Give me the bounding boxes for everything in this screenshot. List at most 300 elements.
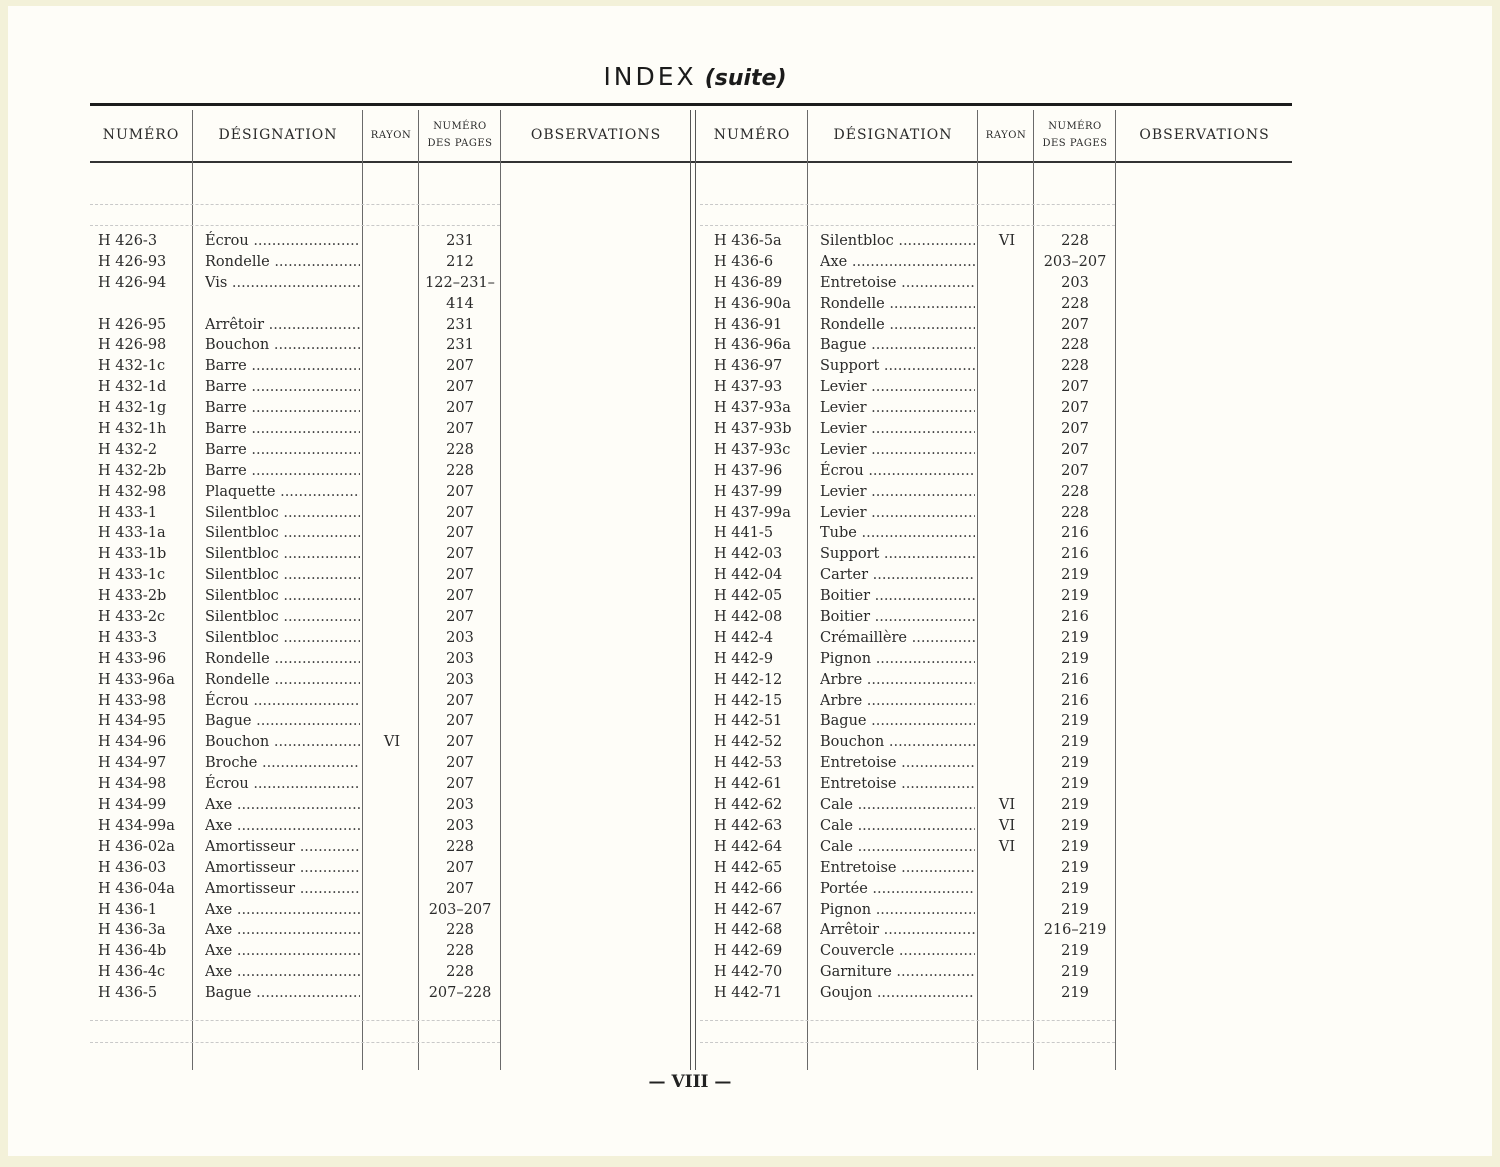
right-ray-cell: VI <box>998 797 1016 814</box>
right-des-cell: Rondelle ..... <box>820 294 975 315</box>
left-pg-cell: 207 <box>446 421 474 438</box>
right-pg-cell: 219 <box>1061 838 1089 855</box>
left-des-cell: Arrêtoir ..... <box>205 315 360 336</box>
right-num-cell: H 437-93a <box>714 400 791 417</box>
left-pg-cell: 207 <box>446 400 474 417</box>
left-num-cell: H 434-98 <box>98 776 167 793</box>
right-des-cell: Silentbloc ..... <box>820 231 975 252</box>
left-ray-cell <box>364 900 420 921</box>
right-ray-cell <box>979 377 1035 398</box>
left-ray-cell <box>364 753 420 774</box>
right-num-cell: H 442-08 <box>714 609 783 626</box>
left-pg-cell: 231 <box>446 316 474 333</box>
right-designation-column <box>820 231 975 1004</box>
right-ray-cell <box>979 586 1035 607</box>
right-ray-cell <box>979 544 1035 565</box>
left-ray-cell <box>364 983 420 1004</box>
left-ray-cell <box>364 461 420 482</box>
right-num-cell: H 441-5 <box>714 525 774 542</box>
left-des-cell: Écrou ..... <box>205 774 360 795</box>
left-ray-cell <box>364 837 420 858</box>
right-des-cell: Levier ..... <box>820 398 975 419</box>
left-ray-cell <box>364 649 420 670</box>
left-des-cell: Silentbloc ..... <box>205 586 360 607</box>
right-num-cell: H 442-51 <box>714 713 783 730</box>
right-pg-cell: 219 <box>1061 734 1089 751</box>
left-ray-cell <box>364 440 420 461</box>
right-des-cell: Levier ..... <box>820 503 975 524</box>
header-observations-right: OBSERVATIONS <box>1139 127 1270 143</box>
left-des-cell: Silentbloc ..... <box>205 565 360 586</box>
right-pg-cell: 207 <box>1061 379 1089 396</box>
right-des-cell: Entretoise ..... <box>820 774 975 795</box>
right-ray-cell <box>979 461 1035 482</box>
left-ray-cell <box>364 398 420 419</box>
right-pg-cell: 228 <box>1061 358 1089 375</box>
right-num-cell: H 442-61 <box>714 776 783 793</box>
right-ray-cell <box>979 356 1035 377</box>
header-designation-right: DÉSIGNATION <box>833 127 953 143</box>
right-numero-column <box>714 231 814 1004</box>
right-num-cell: H 436-97 <box>714 358 783 375</box>
left-ray-cell <box>364 879 420 900</box>
left-des-cell: Barre ..... <box>205 440 360 461</box>
right-ray-cell <box>979 419 1035 440</box>
left-num-cell: H 433-98 <box>98 692 167 709</box>
right-rayon-column <box>979 231 1035 1004</box>
left-num-cell: H 434-95 <box>98 713 167 730</box>
left-num-cell: H 433-96a <box>98 671 175 688</box>
right-pg-cell: 228 <box>1061 295 1089 312</box>
guide-line <box>700 225 1115 227</box>
left-num-cell: H 436-5 <box>98 985 158 1002</box>
left-num-cell: H 426-3 <box>98 233 158 249</box>
left-pg-cell: 207–228 <box>428 985 492 1002</box>
right-num-cell: H 442-53 <box>714 755 783 772</box>
right-des-cell: Goujon ..... <box>820 983 975 1004</box>
page-number: — VIII — <box>648 1072 732 1092</box>
right-des-cell: Levier ..... <box>820 440 975 461</box>
right-pg-cell: 219 <box>1061 943 1089 960</box>
left-num-cell: H 432-2 <box>98 441 158 458</box>
left-pg-cell: 207 <box>446 859 474 876</box>
guide-line <box>90 204 500 206</box>
left-pg-cell: 207 <box>446 525 474 542</box>
right-num-cell: H 442-05 <box>714 588 783 605</box>
right-num-cell: H 442-04 <box>714 567 783 584</box>
left-pg-cell: 207 <box>446 713 474 730</box>
right-pg-cell: 219 <box>1061 901 1089 918</box>
right-des-cell: Levier ..... <box>820 419 975 440</box>
right-des-cell: Bouchon ..... <box>820 732 975 753</box>
left-num-cell: H 434-96 <box>98 734 167 751</box>
left-ray-cell <box>364 523 420 544</box>
right-des-cell: Cale ..... <box>820 816 975 837</box>
left-num-cell: H 436-4c <box>98 964 166 981</box>
left-ray-cell <box>364 315 420 336</box>
left-ray-cell <box>364 419 420 440</box>
left-num-cell: H 433-96 <box>98 650 167 667</box>
right-num-cell: H 436-96a <box>714 337 791 354</box>
right-pg-cell: 216 <box>1061 609 1089 626</box>
left-des-cell: Silentbloc ..... <box>205 628 360 649</box>
left-num-cell: H 432-1g <box>98 400 167 417</box>
guide-line <box>90 225 500 227</box>
right-ray-cell <box>979 315 1035 336</box>
left-num-cell: H 434-99 <box>98 797 167 814</box>
left-num-cell: H 433-2b <box>98 588 167 605</box>
right-ray-cell <box>979 983 1035 1004</box>
right-num-cell: H 442-70 <box>714 964 783 981</box>
left-ray-cell: VI <box>383 734 401 751</box>
right-ray-cell <box>979 482 1035 503</box>
left-ray-cell <box>364 482 420 503</box>
guide-line <box>700 1042 1115 1044</box>
left-ray-cell <box>364 691 420 712</box>
right-num-cell: H 442-63 <box>714 817 783 834</box>
right-ray-cell <box>979 941 1035 962</box>
left-pg-cell: 203 <box>446 650 474 667</box>
right-ray-cell <box>979 252 1035 273</box>
right-ray-cell <box>979 753 1035 774</box>
right-num-cell: H 437-99 <box>714 483 783 500</box>
left-pg-cell: 203 <box>446 817 474 834</box>
left-num-cell: H 433-1a <box>98 525 166 542</box>
right-pg-cell: 228 <box>1061 337 1089 354</box>
left-des-cell: Amortisseur ..... <box>205 879 360 900</box>
right-des-cell: Boitier ..... <box>820 586 975 607</box>
right-pg-cell: 219 <box>1061 964 1089 981</box>
left-des-cell: Silentbloc ..... <box>205 523 360 544</box>
right-ray-cell <box>979 711 1035 732</box>
left-pg-cell: 228 <box>446 964 474 981</box>
left-rayon-column <box>364 231 420 1004</box>
right-num-cell: H 436-6 <box>714 253 774 270</box>
right-des-cell: Cale ..... <box>820 795 975 816</box>
header-top-rule <box>90 103 1292 106</box>
right-ray-cell <box>979 273 1035 294</box>
right-des-cell: Garniture ..... <box>820 962 975 983</box>
left-ray-cell <box>364 795 420 816</box>
right-ray-cell <box>979 398 1035 419</box>
left-pg-cell: 122–231– <box>425 274 495 291</box>
right-des-cell: Levier ..... <box>820 482 975 503</box>
right-pg-cell: 219 <box>1061 776 1089 793</box>
left-num-cell: H 433-2c <box>98 609 166 626</box>
right-pg-cell: 219 <box>1061 629 1089 646</box>
left-des-cell: Amortisseur ..... <box>205 858 360 879</box>
left-des-cell: Bague ..... <box>205 711 360 732</box>
right-ray-cell <box>979 879 1035 900</box>
right-pg-cell: 228 <box>1061 483 1089 500</box>
right-pg-cell: 219 <box>1061 588 1089 605</box>
right-num-cell: H 436-89 <box>714 274 783 291</box>
left-num-cell: H 433-1 <box>98 504 158 521</box>
left-designation-column <box>205 231 360 1004</box>
right-num-cell: H 442-71 <box>714 985 783 1002</box>
left-des-cell: Bouchon ..... <box>205 335 360 356</box>
left-num-cell: H 436-03 <box>98 859 167 876</box>
left-ray-cell <box>364 294 420 315</box>
left-pg-cell: 207 <box>446 379 474 396</box>
left-ray-cell <box>364 941 420 962</box>
right-des-cell: Entretoise ..... <box>820 858 975 879</box>
header-numero-right: NUMÉRO <box>713 127 791 143</box>
guide-line <box>90 1020 500 1022</box>
left-des-cell: Rondelle ..... <box>205 649 360 670</box>
left-des-cell: Axe ..... <box>205 816 360 837</box>
left-ray-cell <box>364 231 420 252</box>
right-pg-cell: 219 <box>1061 985 1089 1002</box>
left-des-cell: Barre ..... <box>205 461 360 482</box>
left-ray-cell <box>364 920 420 941</box>
center-double-divider <box>690 110 696 1070</box>
left-num-cell: H 436-04a <box>98 880 175 897</box>
left-num-cell <box>98 294 198 315</box>
right-ray-cell <box>979 920 1035 941</box>
right-ray-cell: VI <box>998 817 1016 834</box>
right-pg-cell: 219 <box>1061 797 1089 814</box>
header-rayon-left: RAYON <box>370 129 412 141</box>
right-num-cell: H 442-03 <box>714 546 783 563</box>
left-num-cell: H 426-98 <box>98 337 167 354</box>
guide-line <box>90 1042 500 1044</box>
right-pg-cell: 228 <box>1061 504 1089 521</box>
title-sub: (suite) <box>704 66 787 91</box>
left-num-cell: H 433-1b <box>98 546 167 563</box>
right-pg-cell: 207 <box>1061 421 1089 438</box>
left-ray-cell <box>364 962 420 983</box>
header-designation-left: DÉSIGNATION <box>218 127 338 143</box>
left-num-cell: H 436-1 <box>98 901 158 918</box>
left-pg-cell: 228 <box>446 943 474 960</box>
left-des-cell: Vis ..... <box>205 273 360 294</box>
left-ray-cell <box>364 607 420 628</box>
left-ray-cell <box>364 628 420 649</box>
left-ray-cell <box>364 252 420 273</box>
right-des-cell: Rondelle ..... <box>820 315 975 336</box>
right-ray-cell: VI <box>998 838 1016 855</box>
left-ray-cell <box>364 858 420 879</box>
left-ray-cell <box>364 586 420 607</box>
right-num-cell: H 442-64 <box>714 838 783 855</box>
right-pg-cell: 216 <box>1061 671 1089 688</box>
right-des-cell: Support ..... <box>820 544 975 565</box>
page-title <box>0 62 1390 91</box>
left-num-cell: H 432-1d <box>98 379 167 396</box>
left-num-cell: H 426-95 <box>98 316 167 333</box>
left-des-cell: Silentbloc ..... <box>205 503 360 524</box>
left-des-cell: Silentbloc ..... <box>205 544 360 565</box>
right-des-cell: Pignon ..... <box>820 900 975 921</box>
left-pg-cell: 207 <box>446 776 474 793</box>
left-num-cell: H 432-1c <box>98 358 166 375</box>
left-pg-cell: 212 <box>446 253 474 270</box>
right-des-cell: Couvercle ..... <box>820 941 975 962</box>
right-ray-cell <box>979 628 1035 649</box>
right-pg-cell: 216 <box>1061 525 1089 542</box>
right-num-cell: H 436-91 <box>714 316 783 333</box>
left-pg-cell: 207 <box>446 755 474 772</box>
right-des-cell: Bague ..... <box>820 335 975 356</box>
right-ray-cell <box>979 523 1035 544</box>
header-rayon-right: RAYON <box>985 129 1027 141</box>
right-pg-cell: 219 <box>1061 713 1089 730</box>
right-num-cell: H 442-65 <box>714 859 783 876</box>
right-num-cell: H 442-15 <box>714 692 783 709</box>
right-des-cell: Cale ..... <box>820 837 975 858</box>
guide-line <box>700 204 1115 206</box>
right-num-cell: H 436-5a <box>714 233 782 249</box>
right-ray-cell <box>979 732 1035 753</box>
right-pg-cell: 207 <box>1061 441 1089 458</box>
left-ray-cell <box>364 544 420 565</box>
right-num-cell: H 442-52 <box>714 734 783 751</box>
right-des-cell: Boitier ..... <box>820 607 975 628</box>
right-ray-cell <box>979 900 1035 921</box>
right-des-cell: Axe ..... <box>820 252 975 273</box>
left-pg-cell: 203–207 <box>428 901 492 918</box>
left-num-cell: H 434-99a <box>98 817 175 834</box>
left-pg-cell: 231 <box>446 233 474 249</box>
left-num-cell: H 426-93 <box>98 253 167 270</box>
left-des-cell: Axe ..... <box>205 795 360 816</box>
right-num-cell: H 442-4 <box>714 629 774 646</box>
left-des-cell: Axe ..... <box>205 941 360 962</box>
left-des-cell: Barre ..... <box>205 398 360 419</box>
left-pg-cell: 231 <box>446 337 474 354</box>
left-ray-cell <box>364 335 420 356</box>
right-des-cell: Écrou ..... <box>820 461 975 482</box>
right-num-cell: H 437-99a <box>714 504 791 521</box>
left-des-cell: Bouchon ..... <box>205 732 360 753</box>
column-divider <box>977 110 978 1070</box>
right-ray-cell <box>979 294 1035 315</box>
left-pages-column <box>419 231 501 1004</box>
right-pages-column <box>1034 231 1116 1004</box>
right-num-cell: H 442-67 <box>714 901 783 918</box>
left-des-cell: Broche ..... <box>205 753 360 774</box>
right-ray-cell <box>979 503 1035 524</box>
left-num-cell: H 432-98 <box>98 483 167 500</box>
right-des-cell: Arrêtoir ..... <box>820 920 975 941</box>
column-divider <box>362 110 363 1070</box>
right-ray-cell <box>979 670 1035 691</box>
left-num-cell: H 433-3 <box>98 629 158 646</box>
left-pg-cell: 207 <box>446 567 474 584</box>
right-des-cell: Pignon ..... <box>820 649 975 670</box>
left-num-cell: H 432-1h <box>98 421 167 438</box>
left-ray-cell <box>364 670 420 691</box>
left-pg-cell: 207 <box>446 504 474 521</box>
left-pg-cell: 228 <box>446 838 474 855</box>
right-num-cell: H 436-90a <box>714 295 791 312</box>
right-num-cell: H 437-93c <box>714 441 791 458</box>
right-ray-cell: VI <box>998 233 1016 249</box>
right-des-cell: Portée ..... <box>820 879 975 900</box>
right-des-cell: Carter ..... <box>820 565 975 586</box>
right-pg-cell: 207 <box>1061 316 1089 333</box>
left-ray-cell <box>364 503 420 524</box>
right-pg-cell: 203–207 <box>1043 253 1107 270</box>
right-des-cell: Tube ..... <box>820 523 975 544</box>
right-des-cell: Arbre ..... <box>820 691 975 712</box>
right-num-cell: H 442-69 <box>714 943 783 960</box>
left-des-cell: Barre ..... <box>205 356 360 377</box>
right-pg-cell: 219 <box>1061 567 1089 584</box>
right-des-cell: Crémaillère ..... <box>820 628 975 649</box>
left-des-cell: Écrou ..... <box>205 691 360 712</box>
right-pg-cell: 219 <box>1061 755 1089 772</box>
left-ray-cell <box>364 711 420 732</box>
left-num-cell: H 436-3a <box>98 922 166 939</box>
right-pg-cell: 219 <box>1061 859 1089 876</box>
right-pg-cell: 216–219 <box>1043 922 1107 939</box>
right-ray-cell <box>979 565 1035 586</box>
right-des-cell: Entretoise ..... <box>820 753 975 774</box>
right-ray-cell <box>979 691 1035 712</box>
left-des-cell: Rondelle ..... <box>205 252 360 273</box>
left-pg-cell: 207 <box>446 880 474 897</box>
right-ray-cell <box>979 607 1035 628</box>
left-des-cell: Barre ..... <box>205 377 360 398</box>
left-pg-cell: 207 <box>446 483 474 500</box>
left-ray-cell <box>364 273 420 294</box>
left-des-cell: Plaquette ..... <box>205 482 360 503</box>
left-des-cell: Axe ..... <box>205 962 360 983</box>
left-pg-cell: 203 <box>446 629 474 646</box>
left-des-cell: Amortisseur ..... <box>205 837 360 858</box>
left-num-cell: H 436-02a <box>98 838 175 855</box>
left-num-cell: H 432-2b <box>98 462 167 479</box>
right-pg-cell: 216 <box>1061 546 1089 563</box>
left-pg-cell: 203 <box>446 797 474 814</box>
right-ray-cell <box>979 774 1035 795</box>
right-ray-cell <box>979 335 1035 356</box>
left-ray-cell <box>364 565 420 586</box>
left-pg-cell: 203 <box>446 671 474 688</box>
left-des-cell: Axe ..... <box>205 900 360 921</box>
left-pg-cell: 207 <box>446 692 474 709</box>
left-pg-cell: 207 <box>446 734 474 751</box>
right-num-cell: H 442-66 <box>714 880 783 897</box>
guide-line <box>700 1020 1115 1022</box>
left-des-cell: Rondelle ..... <box>205 670 360 691</box>
left-pg-cell: 207 <box>446 588 474 605</box>
right-num-cell: H 442-68 <box>714 922 783 939</box>
right-des-cell: Arbre ..... <box>820 670 975 691</box>
right-pg-cell: 207 <box>1061 400 1089 417</box>
right-ray-cell <box>979 962 1035 983</box>
right-num-cell: H 437-93 <box>714 379 783 396</box>
left-des-cell: Écrou ..... <box>205 231 360 252</box>
left-des-cell: Barre ..... <box>205 419 360 440</box>
left-pg-cell: 228 <box>446 922 474 939</box>
right-num-cell: H 442-12 <box>714 671 783 688</box>
left-numero-column <box>98 231 198 1004</box>
left-pg-cell: 228 <box>446 441 474 458</box>
right-pg-cell: 216 <box>1061 692 1089 709</box>
right-des-cell: Support ..... <box>820 356 975 377</box>
left-des-cell: Silentbloc ..... <box>205 607 360 628</box>
title-main: INDEX <box>603 62 697 91</box>
header-numero-left: NUMÉRO <box>102 127 180 143</box>
left-des-cell: Bague ..... <box>205 983 360 1004</box>
right-num-cell: H 442-62 <box>714 797 783 814</box>
left-ray-cell <box>364 816 420 837</box>
right-ray-cell <box>979 440 1035 461</box>
left-num-cell: H 436-4b <box>98 943 167 960</box>
